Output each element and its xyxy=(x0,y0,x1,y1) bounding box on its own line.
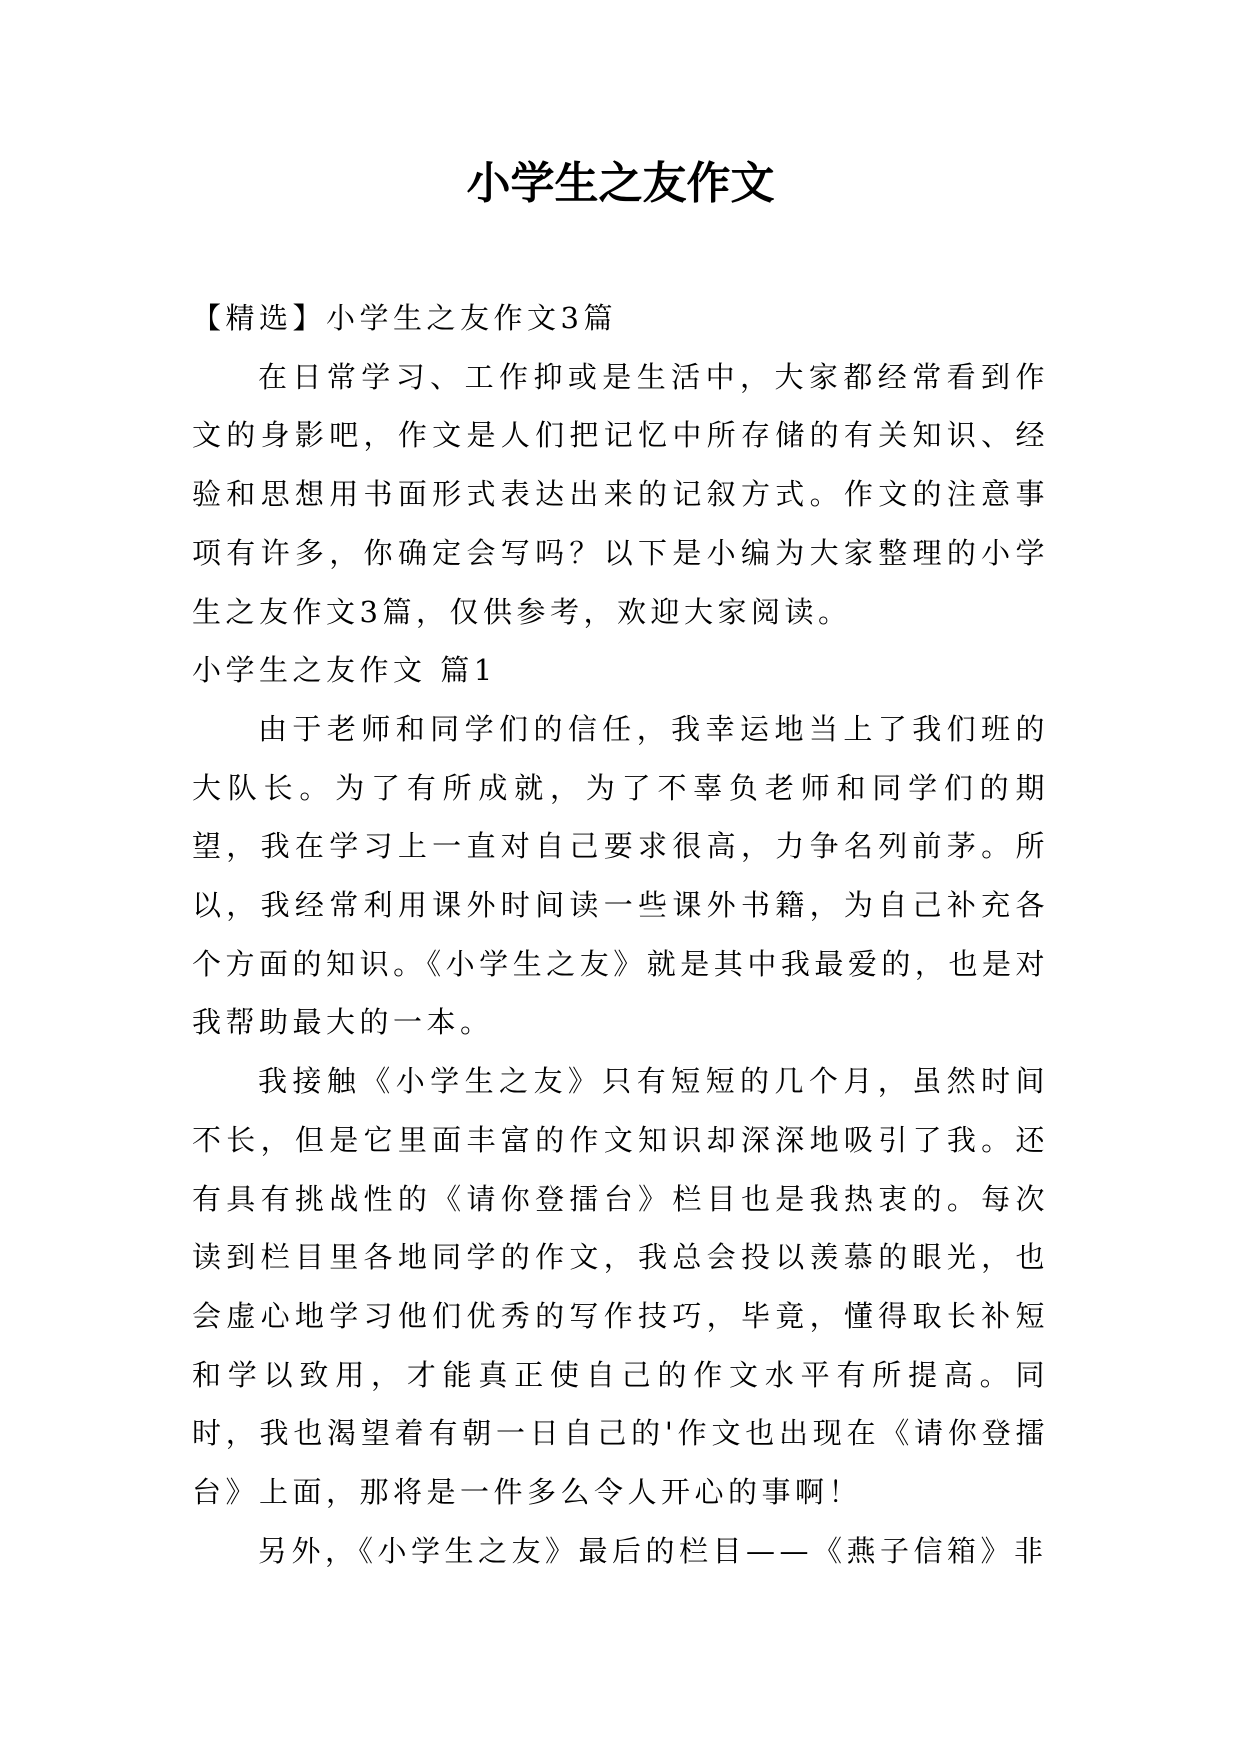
document-body xyxy=(192,289,1049,1580)
document-title: 小学生之友作文 xyxy=(466,158,775,209)
paragraph: 我接触《小学生之友》只有短短的几个月，虽然时间不长，但是它里面丰富的作文知识却深深地吸引了我。还有具有挑战性的《请你登擂台》栏目也是我热衷的。每次读到栏目里各地同学的作文，我总会投以羡慕的眼光，也会虚心地学习他们优秀的写作技巧，毕竟，懂得取长补短和学以致用，才能真正使自己的作文水平有所提高。同时，我也渴望着有朝一日自己的'作文也出现在《请你登擂台》上面，那将是一件多么令人开心的事啊！ xyxy=(192,1064,1049,1510)
paragraph: 由于老师和同学们的信任，我幸运地当上了我们班的大队长。为了有所成就，为了不辜负老师和同学们的期望，我在学习上一直对自己要求很高，力争名列前茅。所以，我经常利用课外时间读一些课外书籍，为自己补充各个方面的知识。《小学生之友》就是其中我最爱的，也是对我帮助最大的一本。 xyxy=(192,711,1049,1040)
paragraph: 另外，《小学生之友》最后的栏目——《燕子信箱》非 xyxy=(258,1533,1048,1568)
section-heading: 小学生之友作文 篇1 xyxy=(192,653,497,688)
paragraph-intro: 在日常学习、工作抑或是生活中，大家都经常看到作文的身影吧，作文是人们把记忆中所存储的有关知识、经验和思想用书面形式表达出来的记叙方式。作文的注意事项有许多，你确定会写吗？以下是小编为大家整理的小学生之友作文3篇，仅供参考，欢迎大家阅读。 xyxy=(192,359,1049,629)
paragraph-subtitle: 【精选】小学生之友作文3篇 xyxy=(192,301,617,335)
